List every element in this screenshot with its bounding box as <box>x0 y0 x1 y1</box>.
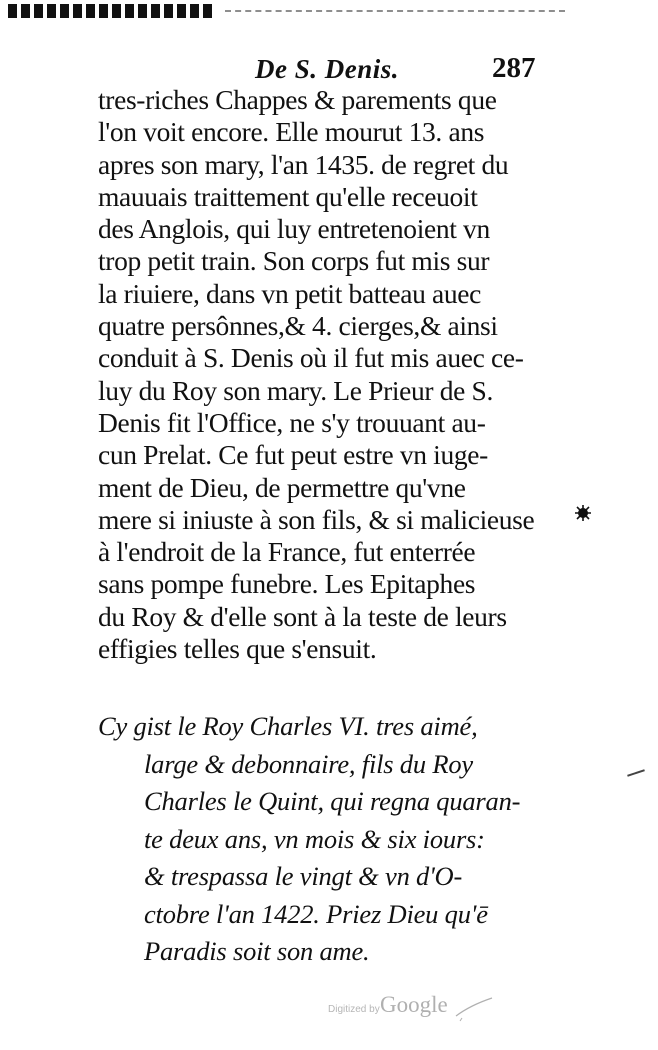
text-line: sans pompe funebre. Les Epitaphes <box>98 568 476 600</box>
scan-edge-block <box>8 4 213 18</box>
ink-blot-icon <box>574 504 592 522</box>
text-line: ment de Dieu, de permettre qu'vne <box>98 471 466 503</box>
body-text <box>98 84 560 665</box>
watermark-brand: Google <box>380 992 448 1017</box>
text-line: apres son mary, l'an 1435. de regret du <box>98 148 509 180</box>
epitaph-line: te deux ans, vn mois & six iours: <box>144 823 485 854</box>
text-line: conduit à S. Denis où il fut mis auec ce- <box>98 342 524 374</box>
text-line: mauuais traittement qu'elle receuoit <box>98 180 478 212</box>
text-line: des Anglois, qui luy entretenoient vn <box>98 213 490 245</box>
text-line: mere si iniuste à son fils, & si malicieuse <box>98 503 535 535</box>
scan-edge-dashes <box>225 10 565 14</box>
text-line: quatre persônnes,& 4. cierges,& ainsi <box>98 310 498 342</box>
text-line: du Roy & d'elle sont à la teste de leurs <box>98 600 507 632</box>
epitaph-line: large & debonnaire, fils du Roy <box>144 748 473 779</box>
text-line: la riuiere, dans vn petit batteau auec <box>98 277 481 309</box>
epitaph-line: Charles le Quint, qui regna quaran- <box>144 786 521 816</box>
text-line: trop petit train. Son corps fut mis sur <box>98 245 490 277</box>
epitaph-line: Cy gist le Roy Charles VI. tres aimé, <box>98 711 478 741</box>
swoosh-icon <box>454 996 494 1022</box>
epitaph-block <box>98 708 568 971</box>
margin-dash <box>627 769 645 776</box>
epitaph-line: Paradis soit son ame. <box>144 936 370 966</box>
text-line: tres-riches Chappes & parements que <box>98 84 497 115</box>
watermark-prefix: Digitized by <box>328 1004 380 1015</box>
text-line: Denis fit l'Office, ne s'y trouuant au- <box>98 406 486 438</box>
text-line: l'on voit encore. Elle mourut 13. ans <box>98 116 485 148</box>
epitaph-line: & trespassa le vingt & vn d'O- <box>144 861 463 891</box>
running-title: De S. Denis. <box>255 54 400 84</box>
text-line: cun Prelat. Ce fut peut estre vn iuge- <box>98 439 488 471</box>
scan-edge-strip <box>0 0 658 26</box>
epitaph-line: ctobre l'an 1422. Priez Dieu qu'ē <box>144 898 488 929</box>
text-line: luy du Roy son mary. Le Prieur de S. <box>98 374 494 406</box>
text-line: à l'endroit de la France, fut enterrée <box>98 536 476 568</box>
text-line: effigies telles que s'ensuit. <box>98 633 377 665</box>
page-number: 287 <box>492 52 536 84</box>
